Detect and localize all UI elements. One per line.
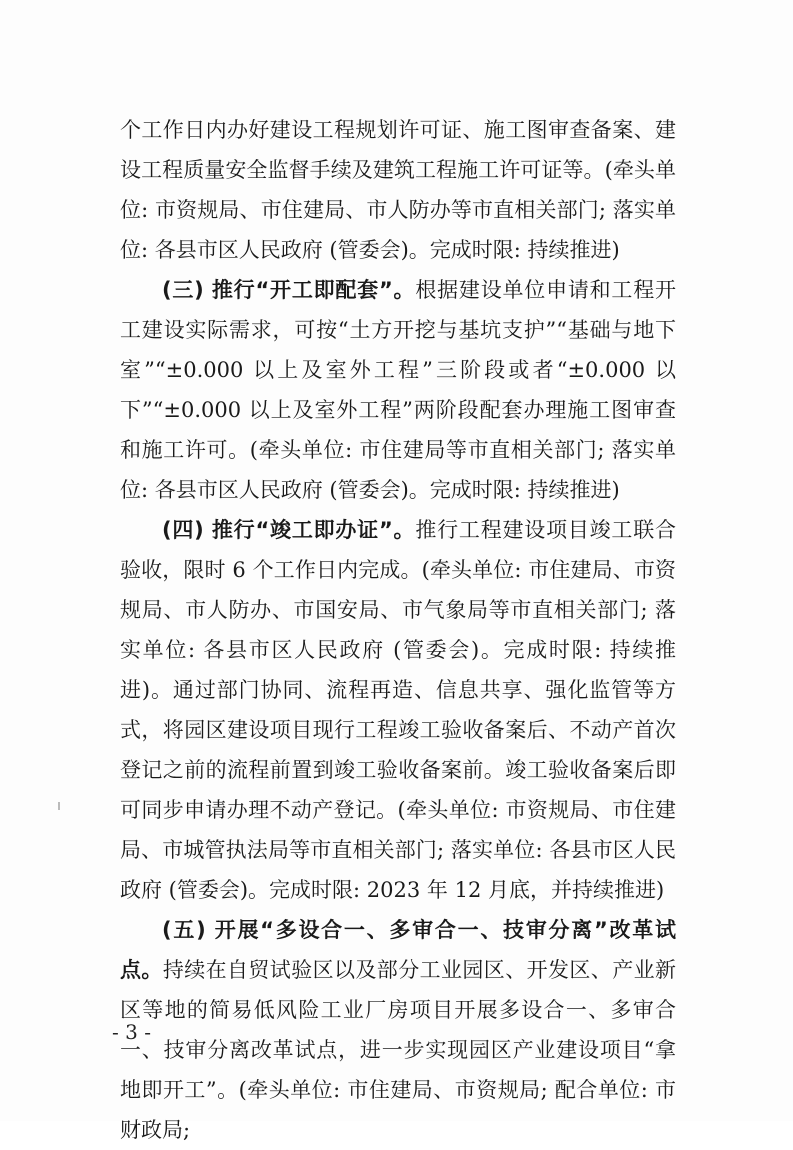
paragraph-continuation [120, 110, 676, 270]
section-heading: (四) 推行“竣工即办证”。 [162, 518, 416, 542]
paragraph-section-3 [120, 270, 676, 510]
page-number: - 3 - [112, 1020, 151, 1044]
paragraph-text: 持续在自贸试验区以及部分工业园区、开发区、产业新区等地的简易低风险工业厂房项目开展多设合一、多审合一、技审分离改革试点，进一步实现园区产业建设项目“拿地即开工”。(牵头单位: 市住建局、市资规局; 配合单位: 市财政局; [120, 958, 677, 1142]
paragraph-section-4 [120, 510, 676, 910]
paragraph-text: 推行工程建设项目竣工联合验收，限时 6 个工作日内完成。(牵头单位: 市住建局、市资规局、市人防办、市国安局、市气象局等市直相关部门; 落实单位: 各县市区人民政府 (管委会)。完成时限: 持续推进)。通过部门协同、流程再造、信息共享、强化监管等方式，将园区建设项目现行工程竣工验收备案后、不动产首次登记之前的流程前置到竣工验收备案前。竣工验收备案后即可同步申请办理不动产登记。(牵头单位: 市资规局、市住建局、市城管执法局等市直相关部门; 落实单位: 各县市区人民政府 (管委会)。完成时限: 2023 年 12 月底，并持续推进) [120, 518, 677, 902]
margin-mark [58, 802, 60, 810]
paragraph-text: 根据建设单位申请和工程开工建设实际需求，可按“土方开挖与基坑支护”“基础与地下室”“±0.000 以上及室外工程”三阶段或者“±0.000 以下”“±0.000 以上及室外工程”两阶段配套办理施工图审查和施工许可。(牵头单位: 市住建局等市直相关部门; 落实单位: 各县市区人民政府 (管委会)。完成时限: 持续推进) [120, 278, 677, 502]
section-heading: (五) 开展“多设合一、多审合一、技审分离”改革试点。 [120, 918, 676, 982]
paragraph-text: 个工作日内办好建设工程规划许可证、施工图审查备案、建设工程质量安全监督手续及建筑工程施工许可证等。(牵头单位: 市资规局、市住建局、市人防办等市直相关部门; 落实单位: 各县市区人民政府 (管委会)。完成时限: 持续推进) [120, 118, 676, 262]
document-body [120, 110, 676, 1150]
section-heading: (三) 推行“开工即配套”。 [162, 278, 416, 302]
